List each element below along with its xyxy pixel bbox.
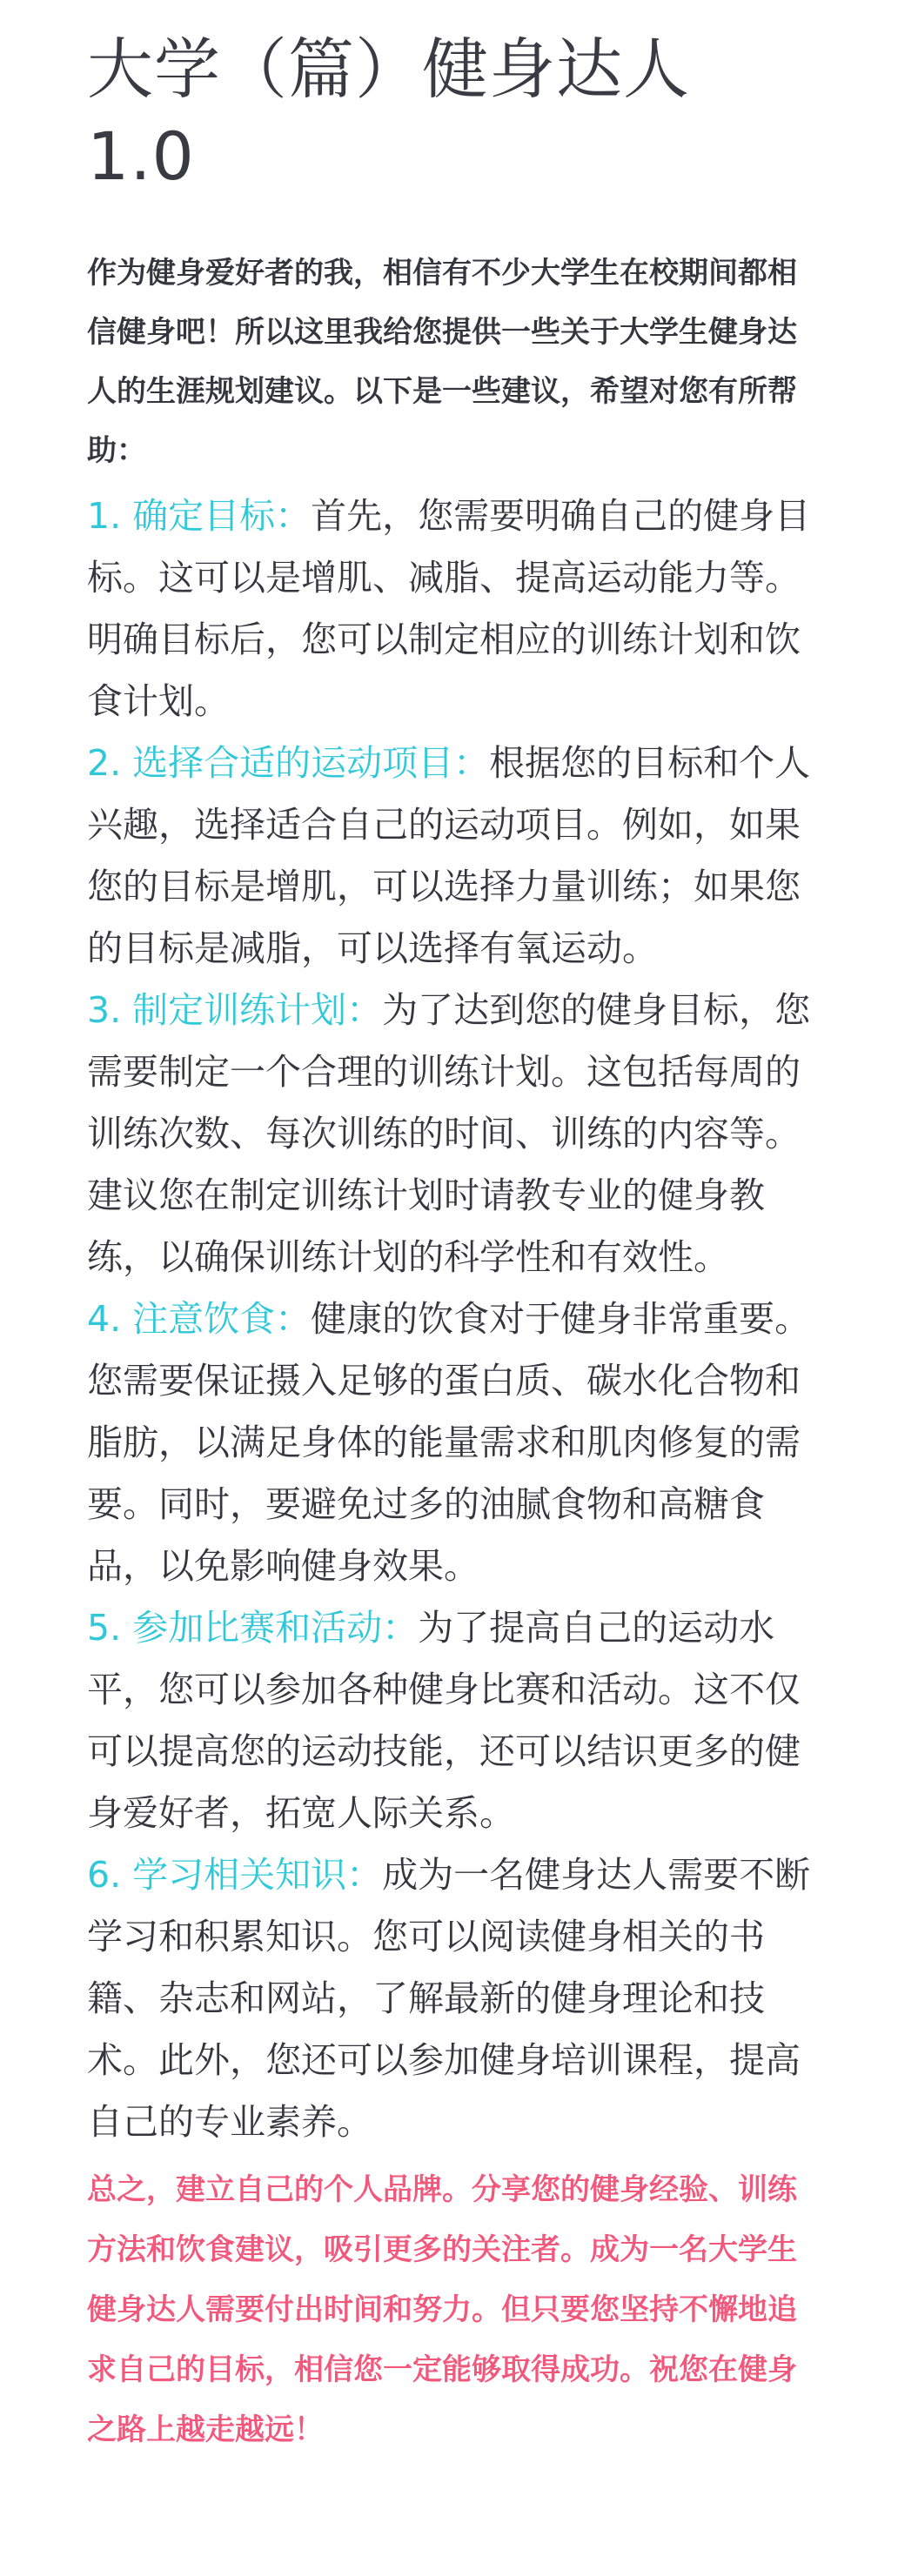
advice-label: 3. 制定训练计划：: [87, 989, 383, 1031]
advice-text: 为了提高自己的运动水平，您可以参加各种健身比赛和活动。这不仅可以提高您的运动技能，还可以结识更多的健身爱好者，拓宽人际关系。: [87, 1607, 801, 1834]
conclusion-paragraph: 总之，建立自己的个人品牌。分享您的健身经验、训练方法和饮食建议，吸引更多的关注者。成为一名大学生健身达人需要付出时间和努力。但只要您坚持不懈地追求自己的目标，相信您一定能够取得成功。祝您在健身之路上越走越远！: [87, 2172, 797, 2447]
advice-item: [87, 1844, 814, 2153]
advice-label: 2. 选择合适的运动项目：: [87, 742, 490, 784]
advice-text: 健康的饮食对于健身非常重要。您需要保证摄入足够的蛋白质、碳水化合物和脂肪，以满足身体的能量需求和肌肉修复的需要。同时，要避免过多的油腻食物和高糖食品，以免影响健身效果。: [87, 1298, 811, 1587]
advice-text: 根据您的目标和个人兴趣，选择适合自己的运动项目。例如，如果您的目标是增肌，可以选择力量训练；如果您的目标是减脂，可以选择有氧运动。: [87, 742, 811, 969]
advice-item: [87, 1288, 814, 1597]
advice-list: [87, 485, 814, 2153]
advice-item: [87, 485, 814, 733]
advice-item: [87, 1597, 814, 1844]
advice-label: 6. 学习相关知识：: [87, 1854, 383, 1896]
advice-text: 为了达到您的健身目标，您需要制定一个合理的训练计划。这包括每周的训练次数、每次训练的时间、训练的内容等。建议您在制定训练计划时请教专业的健身教练，以确保训练计划的科学性和有效性。: [87, 989, 811, 1278]
advice-label: 5. 参加比赛和活动：: [87, 1607, 419, 1649]
intro-paragraph: 作为健身爱好者的我，相信有不少大学生在校期间都相信健身吧！所以这里我给您提供一些关于大学生健身达人的生涯规划建议。以下是一些建议，希望对您有所帮助：: [87, 256, 797, 468]
advice-text: 成为一名健身达人需要不断学习和积累知识。您可以阅读健身相关的书籍、杂志和网站，了解最新的健身理论和技术。此外，您还可以参加健身培训课程，提高自己的专业素养。: [87, 1854, 811, 2143]
advice-item: [87, 733, 814, 980]
advice-text: 首先，您需要明确自己的健身目标。这可以是增肌、减脂、提高运动能力等。明确目标后，您可以制定相应的训练计划和饮食计划。: [87, 495, 811, 722]
advice-label: 4. 注意饮食：: [87, 1298, 312, 1340]
advice-item: [87, 980, 814, 1288]
page-title: 大学（篇）健身达人 1.0: [87, 30, 690, 195]
advice-label: 1. 确定目标：: [87, 495, 312, 537]
